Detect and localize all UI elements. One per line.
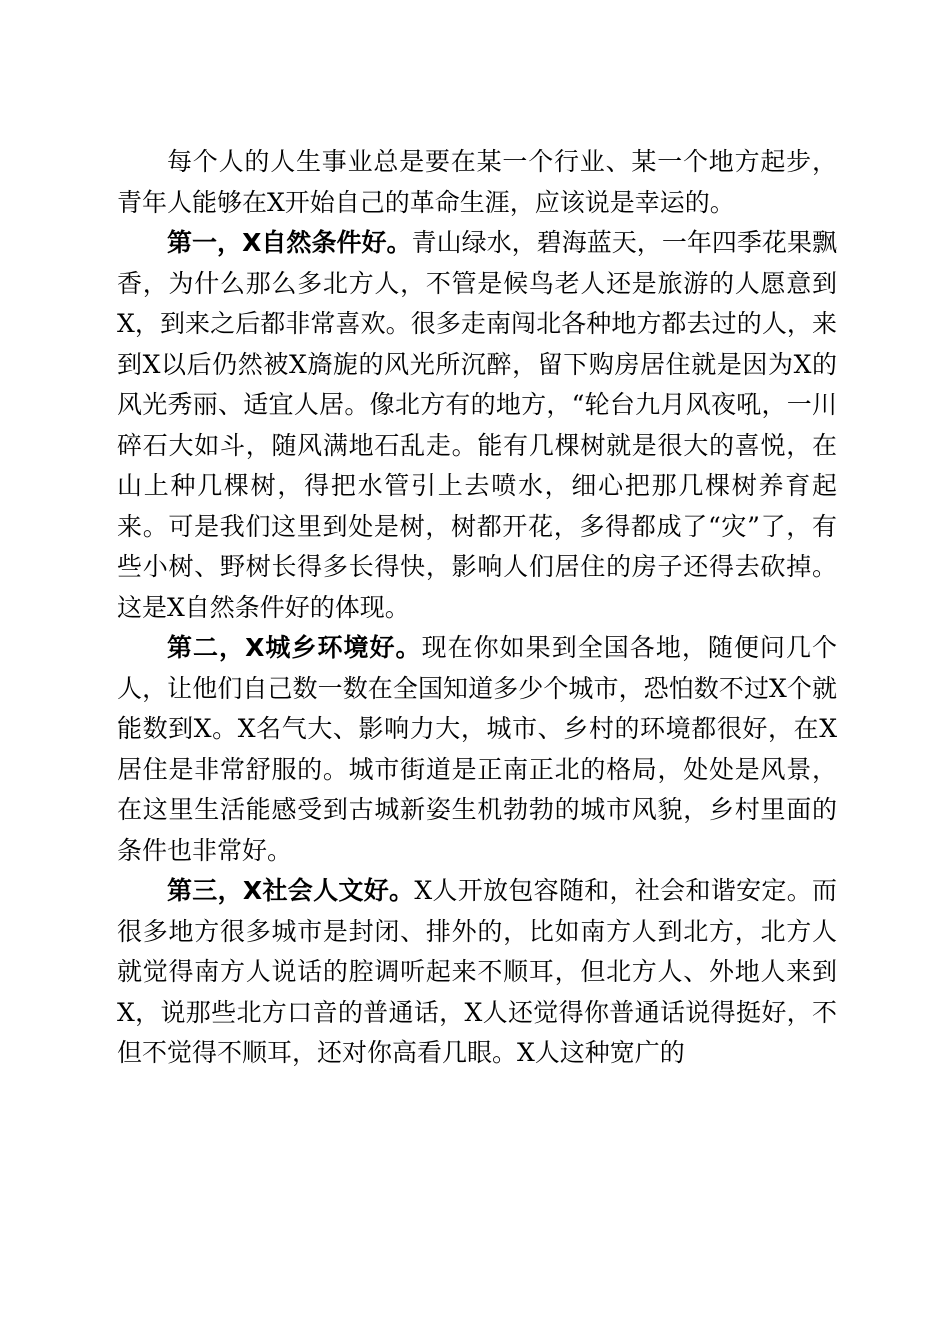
paragraph-point-three: [117, 871, 837, 1074]
paragraph-point-two: [117, 628, 837, 871]
paragraph-point-one-text: 青山绿水，碧海蓝天，一年四季花果飘香，为什么那么多北方人，不管是候鸟老人还是旅游的人愿意到X，到来之后都非常喜欢。很多走南闯北各种地方都去过的人，来到X以后仍然被X旖旎的风光所沉醉，留下购房居住就是因为X的风光秀丽、适宜人居。像北方有的地方，“轮台九月风夜吼，一川碎石大如斗，随风满地石乱走。能有几棵树就是很大的喜悦，在山上种几棵树，得把水管引上去喷水，细心把那几棵树养育起来。可是我们这里到处是树，树都开花，多得都成了“灾”了，有些小树、野树长得多长得快，影响人们居住的房子还得去砍掉。这是X自然条件好的体现。: [117, 228, 837, 622]
paragraph-intro-text: 每个人的人生事业总是要在某一个行业、某一个地方起步，青年人能够在X开始自己的革命生涯，应该说是幸运的。: [117, 147, 837, 217]
paragraph-point-three-heading: 第三，X社会人文好。: [167, 876, 415, 905]
paragraph-point-two-text: 现在你如果到全国各地，随便问几个人，让他们自己数一数在全国知道多少个城市，恐怕数不过X个就能数到X。X名气大、影响力大，城市、乡村的环境都很好，在X居住是非常舒服的。城市街道是正南正北的格局，处处是风景，在这里生活能感受到古城新姿生机勃勃的城市风貌，乡村里面的条件也非常好。: [117, 633, 837, 865]
paragraph-point-three-text: X人开放包容随和，社会和谐安定。而很多地方很多城市是封闭、排外的，比如南方人到北方，北方人就觉得南方人说话的腔调听起来不顺耳，但北方人、外地人来到X，说那些北方口音的普通话，X人还觉得你普通话说得挺好，不但不觉得不顺耳，还对你高看几眼。X人这种宽广的: [117, 876, 837, 1067]
paragraph-point-two-heading: 第二，X城乡环境好。: [167, 633, 422, 662]
paragraph-point-one: [117, 223, 837, 628]
document-body: [117, 142, 837, 1074]
paragraph-point-one-heading: 第一，X自然条件好。: [167, 228, 412, 257]
paragraph-intro: [117, 142, 837, 223]
